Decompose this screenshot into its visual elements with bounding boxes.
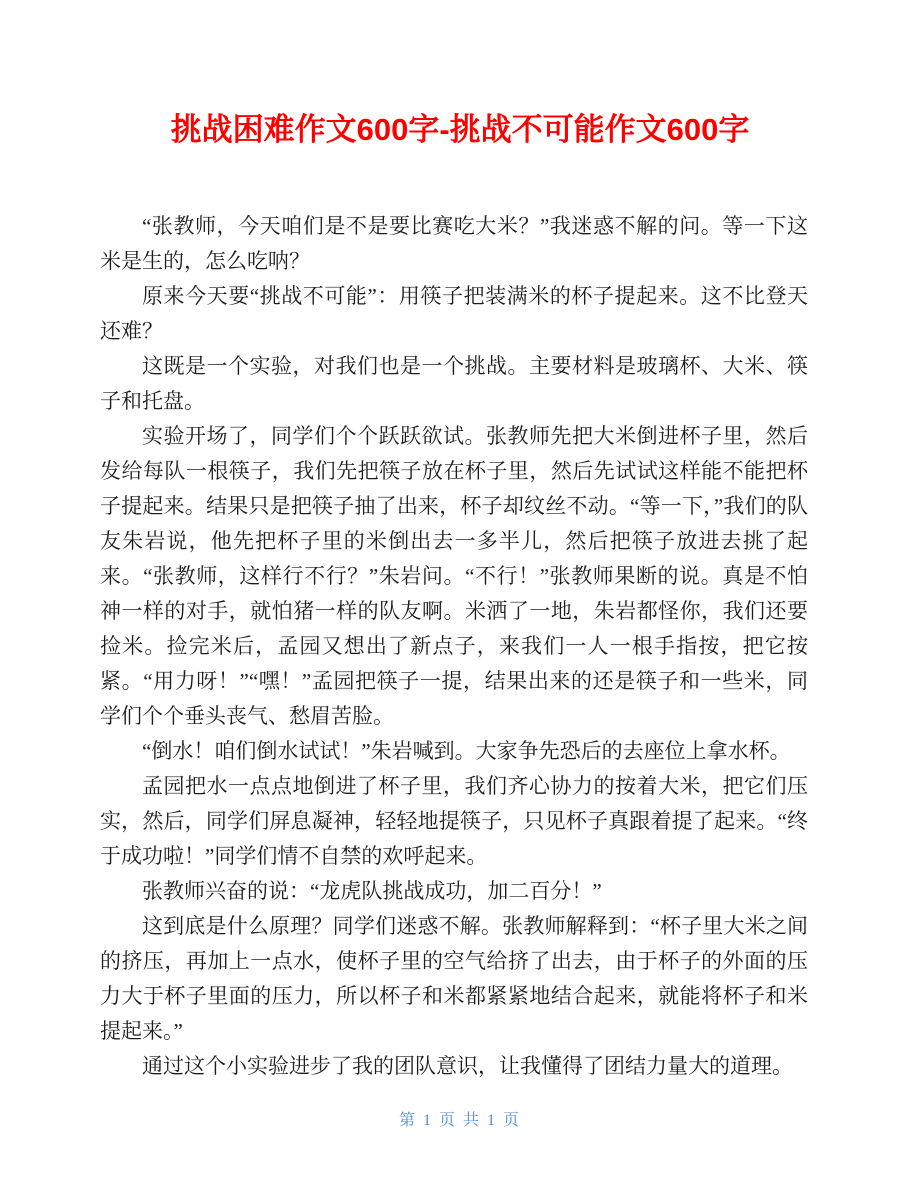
document-paragraph: 通过这个小实验进步了我的团队意识，让我懂得了团结力量大的道理。: [142, 1054, 793, 1078]
document-body: [100, 209, 808, 1084]
document-paragraph: 孟园把水一点点地倒进了杯子里，我们齐心协力的按着大米，把它们压实，然后，同学们屏息凝神，轻轻地提筷子，只见杯子真跟着提了起来。“终于成功啦！”同学们情不自禁的欢呼起来。: [100, 774, 808, 868]
document-paragraph: 张教师兴奋的说：“龙虎队挑战成功，加二百分！”: [142, 879, 602, 903]
page-number-text: 第 1 页 共 1 页: [398, 1112, 521, 1129]
document-paragraph: 原来今天要“挑战不可能”：用筷子把装满米的杯子提起来。这不比登天还难？: [100, 284, 808, 343]
document-paragraph: “张教师，今天咱们是不是要比赛吃大米？”我迷惑不解的问。等一下这米是生的，怎么吃呐？: [100, 214, 808, 273]
document-title: 挑战困难作文600字-挑战不可能作文600字: [170, 112, 750, 147]
page-footer: [0, 1110, 920, 1132]
document-paragraph: 这到底是什么原理？同学们迷惑不解。张教师解释到：“杯子里大米之间的挤压，再加上一点水，使杯子里的空气给挤了出去，由于杯子的外面的压力大于杯子里面的压力，所以杯子和米都紧紧地结合起来，就能将杯子和米提起来。”: [100, 914, 808, 1043]
document-paragraph: “倒水！咱们倒水试试！”朱岩喊到。大家争先恐后的去座位上拿水杯。: [142, 739, 791, 763]
document-paragraph: 这既是一个实验，对我们也是一个挑战。主要材料是玻璃杯、大米、筷子和托盘。: [100, 354, 808, 413]
document-paragraph: 实验开场了，同学们个个跃跃欲试。张教师先把大米倒进杯子里，然后发给每队一根筷子，我们先把筷子放在杯子里，然后先试试这样能不能把杯子提起来。结果只是把筷子抽了出来，杯子却纹丝不动。“等一下，”我们的队友朱岩说，他先把杯子里的米倒出去一多半儿，然后把筷子放进去挑了起来。“张教师，这样行不行？”朱岩问。“不行！”张教师果断的说。真是不怕神一样的对手，就怕猪一样的队友啊。米洒了一地，朱岩都怪你，我们还要捡米。捡完米后，孟园又想出了新点子，来我们一人一根手指按，把它按紧。“用力呀！”“嘿！”孟园把筷子一提，结果出来的还是筷子和一些米，同学们个个垂头丧气、愁眉苦脸。: [100, 424, 808, 728]
